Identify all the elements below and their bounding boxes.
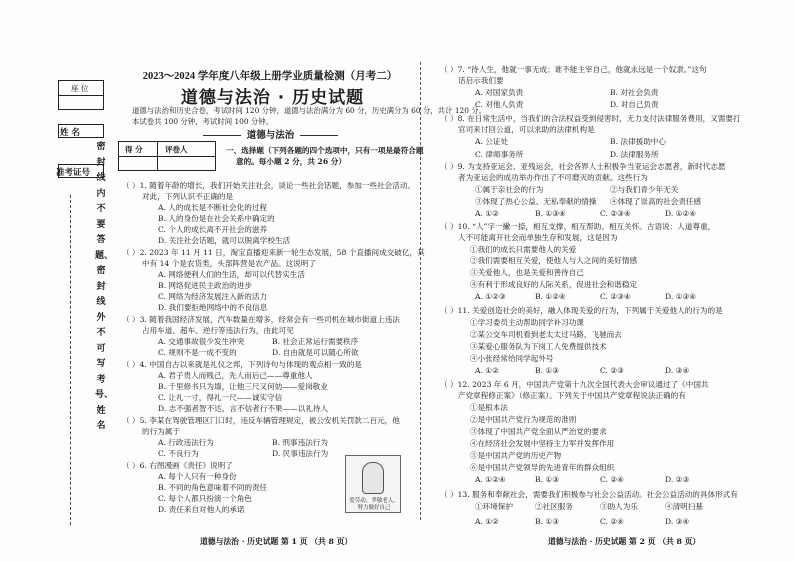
left-question-line: （ ）2. 2023 年 11 月 11 日，淘宝直播迎来新一轮生态发展，58 个直播间成交破亿，其 [122,248,425,257]
note-line-2: 本试卷共 100 分钟，考试时间 100 分钟。 [132,117,274,126]
cartoon-caption: 爱劳动、孝敬老人，努力做好自己 [349,498,399,511]
left-question-line: （ ）3. 随着我国经济发展，汽车数量在增多，经常会有一些司机在城市街道上违法 [122,315,400,324]
right-question-line: ①环境保护 [475,502,513,511]
name-label: 姓 名 [60,128,80,138]
section-heading-2: 意的。每小题 2 分，共 26 分） [236,157,346,166]
right-question-line: 官司来讨回公道，可以求助的法律机构是 [458,125,595,134]
left-question-line: （ ）4. 中国自古以来就是礼仪之邦，下列诗句与体现的观点相一致的是 [122,360,362,369]
left-question-line: B. 社会正常运行需要秩序 [272,337,359,346]
right-question-line: （ ）13. 服务和奉献社会，需要我们积极参与社会公益活动。社会公益活动的具体形式有 [440,490,738,499]
seat-label: 座 位 [71,84,89,93]
exam-title: 2023～2024 学年度八年级上册学业质量检测（月考二） [142,71,398,82]
right-question-line: ③关爱他人，也是关爱和善待自己 [470,268,584,277]
right-question-line: （ ）7. “待人生，他就一事无成；谁不能主宰自己，他就永远是一个奴隶。”这句 [440,65,707,74]
left-question-line: A. 网络便利人们的生活，却可以代替实生活 [158,270,305,279]
left-question-line: 占用车道、超车、逆行等违法行为，由此可见 [142,326,294,335]
right-question-line: C. ②③④ [600,209,631,218]
right-question-line: ②是中国共产党行为规范的准则 [470,415,577,424]
right-question-line: A. ①②③ [475,292,506,301]
right-question-line: D. ③④ [665,366,690,375]
right-question-line: （ ）10. “人”字一撇一捺，相互支撑、相互帮助、相互关怀。古语说：人道尊重， [440,222,716,231]
note-line-1: 道德与法治和历史合卷，考试时间 120 分钟，道德与法治满分为 60 分，历史满分为 60 分，共计 120 分。 [132,106,487,115]
left-question-line: D. 民事违法行为 [272,449,329,458]
id-label: 准考证号 [56,168,91,178]
left-question-line: A. 君子贵人而贱己，先人而后己——尊重他人 [158,371,313,380]
right-question-line: C. 对他人负责 [475,100,524,109]
right-question-line: ⑥是中国共产党领导的先进青年的群众组织 [470,463,615,472]
right-question-line: （ ）12. 2023 年 6 月，中国共产党第十九次全国代表大会审议通过了《中国共 [440,380,709,389]
right-question-line: （ ）8. 在日常生活中，当我们的合法权益受到侵害时，无力支付法律服务费用，又需要打 [440,114,741,123]
left-question-line: B. 刑事违法行为 [272,438,328,447]
right-question-line: A. 对国家负责 [475,88,524,97]
seat-box [58,80,104,110]
right-question-line: A. 公证处 [475,137,509,146]
right-question-line: C. ②③ [600,366,624,375]
left-question-line: D. 志不强者智不达，言不信者行不果——以礼待人 [158,404,329,413]
left-question-line: C. 个人的成长离不开社会的滋养 [158,225,268,234]
right-question-line: B. ①②④ [535,292,566,301]
right-question-line: 人不可能离开社会而单独生存和发展，这是因为 [458,233,618,242]
left-question-line: D. 关注社会话题，就可以脱离学校生活 [158,236,291,245]
left-question-line: （ ）6. 右图漫画《责任》说明了 [122,461,233,470]
left-question-line: C. 每个人都只扮演一个角色 [158,494,252,503]
left-question-line: D. 我们要拒绝网络中的不良信息 [158,303,268,312]
right-question-line: ②某公交车司机看到老太太过马路，飞驰而去 [470,330,622,339]
right-question-line: ④清明扫墓 [665,502,703,511]
right-question-line: ④有利于形成良好的人际关系，促进社会和谐稳定 [470,280,638,289]
right-question-line: D. ①③④ [665,292,697,301]
grader-label: 评卷人 [165,145,188,154]
responsibility-cartoon [345,455,401,513]
right-question-line: C. 律师事务所 [475,150,524,159]
right-question-line: 话启示我们要 [458,76,504,85]
right-footer: 道德与法治 · 历史试题 第 2 页 （共 8 页） [548,537,701,546]
right-question-line: B. ①③ [535,366,560,375]
right-question-line: ④体现了崇高的社会责任感 [610,197,702,206]
score-box [118,141,216,171]
right-question-line: C. ②④ [600,475,624,484]
right-question-line: D. ③④ [665,517,690,526]
page-divider [420,62,421,520]
exam-note [132,105,486,127]
right-question-line: B. ①③④ [535,209,566,218]
left-question-line: C. 规则不是一成不变的 [158,348,237,357]
left-question-line: 对此，下列认识不正确的是 [142,192,234,201]
left-question-line: C. 让礼一寸，得礼一尺——诚实守信 [158,393,283,402]
right-question-line: （ ）11. 关爱创造社会的美好，融入体现关爱的行为，下列属于关爱他人的行为的是 [440,306,723,315]
right-question-line: ①我们的成长只需要他人的关爱 [470,245,577,254]
right-question-line: ②我们需要相互关爱，使他人与人之间的美好情感 [470,256,638,265]
right-question-line: ④小张经常给同学起外号 [470,354,554,363]
left-question-line: A. 每个人只有一种身份 [158,472,237,481]
right-question-line: A. ①② [475,209,499,218]
right-question-line: B. ①③ [535,475,560,484]
right-question-line: B. 对社会负责 [610,88,659,97]
right-question-line: C. ②④ [600,517,624,526]
left-question-line: A. 行政违法行为 [158,438,214,447]
right-question-line: ②社区服务 [535,502,573,511]
right-question-line: D. ①②④ [665,209,697,218]
right-question-line: ①属于亲社会的行为 [475,185,544,194]
right-question-line: ⑤是中国共产党的历史产物 [470,451,562,460]
binding-line [70,195,71,525]
left-question-line: B. 人的身份是在社会关系中确定的 [158,214,275,223]
right-question-line: D. 法律服务所 [610,150,659,159]
right-question-line: D. 对自己负责 [610,100,659,109]
left-question-line: A. 人的成长是不断社会化的过程 [158,203,268,212]
cartoon-figure [362,462,384,494]
right-question-line: A. ①② [475,517,499,526]
right-question-line: ③助人为乐 [600,502,638,511]
left-question-line: D. 责任来自对他人的承诺 [158,505,245,514]
right-question-line: ①学习委员主动帮助同学补习功课 [470,318,584,327]
binding-warning: 密封线内不要答题、密封线外不可写考号、姓名 [95,142,114,431]
left-question-line: 中有 14 个是农货类，头部阵营是农产品。这说明了 [142,259,316,268]
section-heading: 一、选择题（下列各题的四个选项中，只有一项是最符合题 [226,146,424,155]
left-question-line: C. 不良行为 [158,449,199,458]
right-question-line: ③某爱心服务队为下岗工人免费提供技术 [470,342,607,351]
left-question-line: D. 自由就是可以随心所欲 [272,348,359,357]
left-question-line: （ ）1. 随着年龄的增长，我们开始关注社会，谈论一些社会话题，参加一些社会活动。 [122,181,416,190]
left-question-line: C. 网络为经济发展注入新的活力 [158,292,268,301]
left-question-line: B. 不同的角色意味着不同的责任 [158,483,268,492]
left-question-line: B. 千里修书只为墙，让他三尺又何妨——爱岗敬业 [158,382,328,391]
right-question-line: ②与我们青少年无关 [610,185,679,194]
right-question-line: C. ②③④ [600,292,631,301]
left-question-line: （ ）5. 李某在驾驶管理区门口时，违反车辆管理规定，被公安机关罚款二百元，他 [122,416,400,425]
right-question-line: B. ①③ [535,517,560,526]
left-question-line: A. 交通事故很少发生冲突 [158,337,245,346]
right-question-line: D. ②③ [665,475,690,484]
right-question-line: （ ）9. 为支持亚运会、亚残运会，社会各界人士积极争当亚运会志愿者，新时代志愿 [440,162,726,171]
left-question-line: 的行为属于 [142,427,180,436]
left-question-line: B. 网络促进民主政治的进步 [158,281,252,290]
right-question-line: 产党章程修正案》（修正案）。下列关于中国共产党章程说法正确的有 [458,391,686,400]
section-subject: 道德与法治 [173,127,368,141]
right-question-line: ④在经济社会发展中坚持主力军并发挥作用 [470,439,615,448]
right-question-line: A. ①②④ [475,475,506,484]
score-label: 得 分 [125,145,143,154]
right-question-line: B. 法律援助中心 [610,137,666,146]
right-question-line: A. ①② [475,366,499,375]
left-footer: 道德与法治 · 历史试题 第 1 页 （共 8 页） [200,537,353,546]
right-question-line: ③体现了中国共产党全面从严治党的要求 [470,427,607,436]
subject-title: 道德与法治 · 历史试题 [180,88,365,108]
right-question-line: ①是根本法 [470,403,508,412]
right-question-line: 者为亚运会的成功举办作出了不可磨灭的贡献。这些行为 [458,173,648,182]
right-question-line: ③体现了热心公益、无私奉献的情操 [475,197,597,206]
